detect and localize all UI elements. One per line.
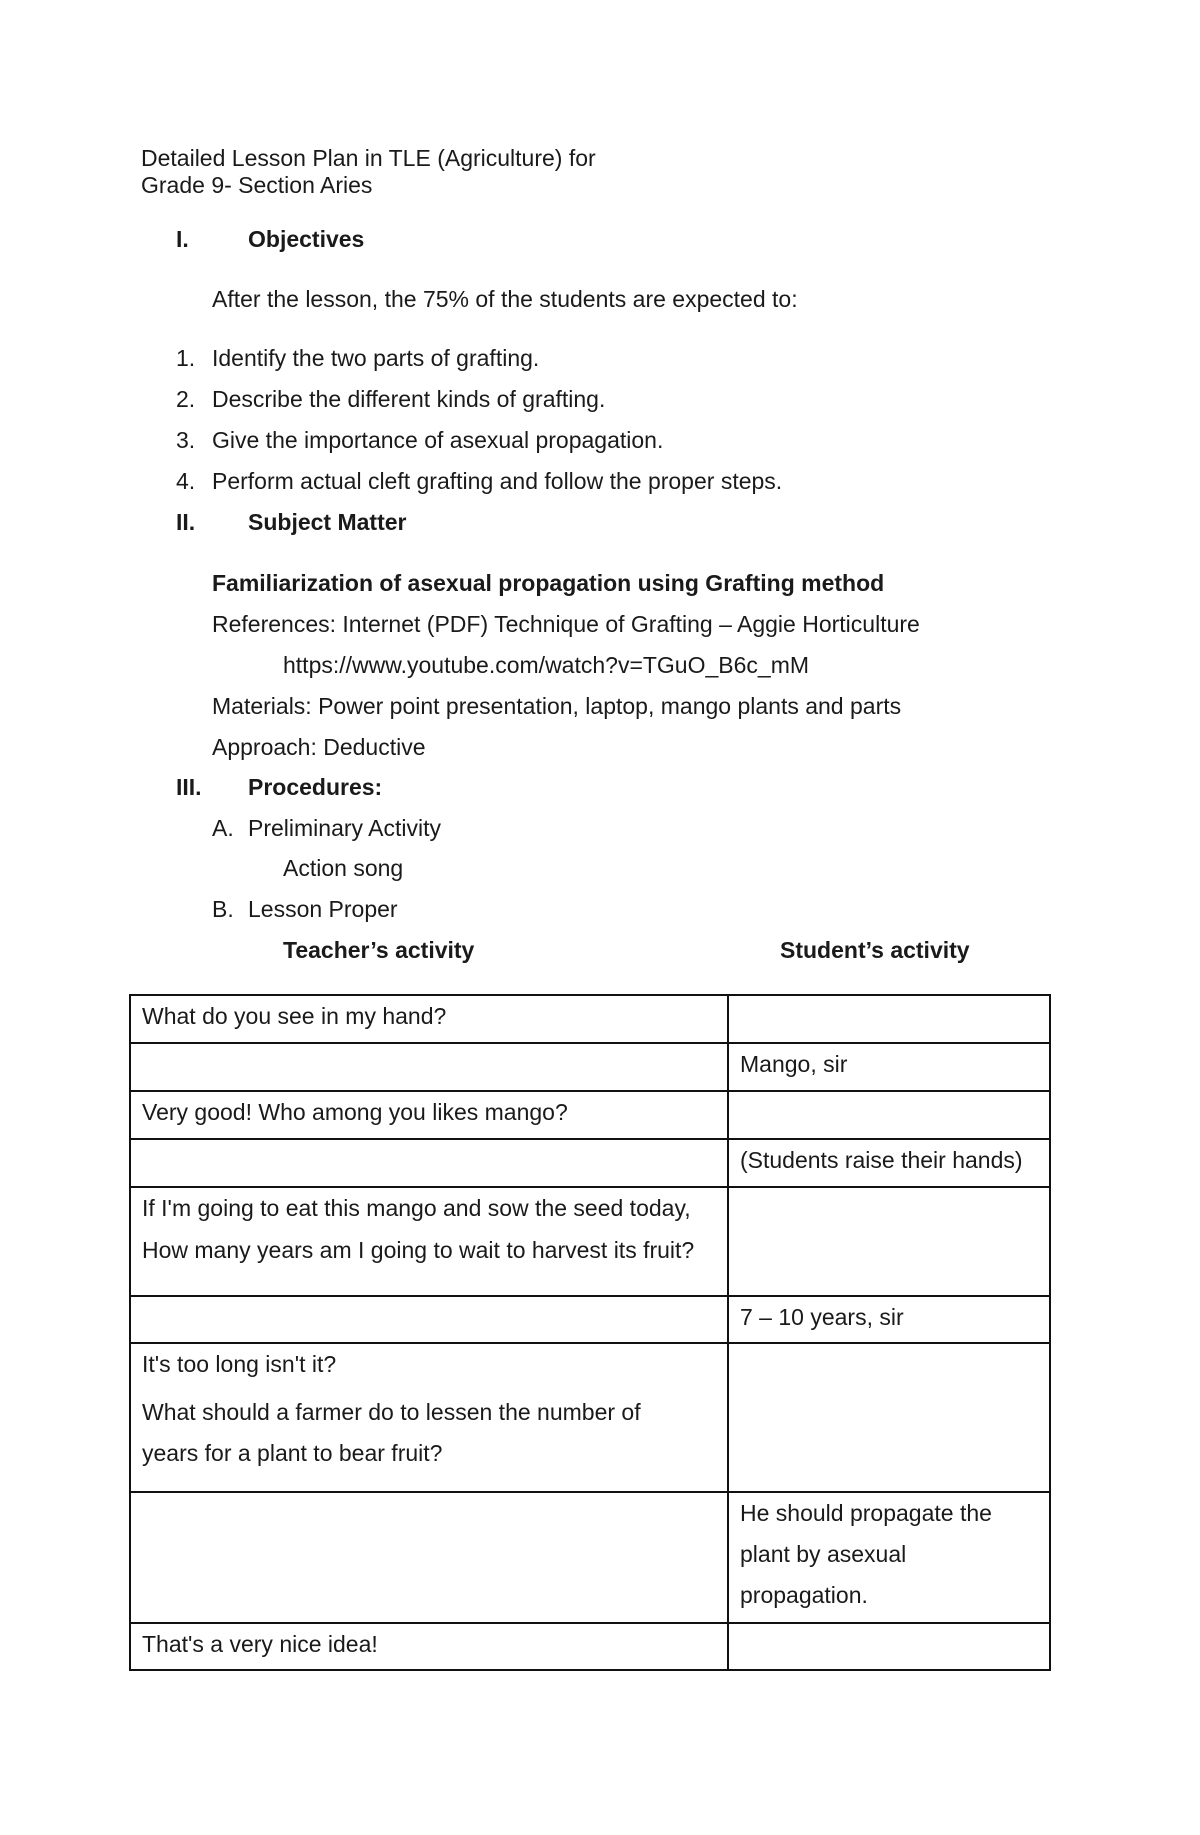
preliminary-activity-detail: Action song [283,855,404,881]
section-heading-subject-matter: Subject Matter [248,509,407,535]
student-cell [728,1091,1050,1139]
student-line: (Students raise their hands) [740,1147,1023,1173]
teacher-line: If I'm going to eat this mango and sow the seed today, [142,1195,691,1221]
teacher-line: Very good! Who among you likes mango? [142,1099,568,1125]
table-row [130,1091,1050,1139]
objective-number: 2. [176,386,196,412]
teacher-activity-header: Teacher’s activity [283,937,475,963]
teacher-cell [130,1139,728,1187]
student-cell [728,995,1050,1043]
table-row [130,1343,1050,1492]
section-heading-objectives: Objectives [248,226,365,252]
student-line: He should propagate the plant by asexual propagation. [740,1500,992,1608]
preliminary-activity-label: Preliminary Activity [248,815,441,841]
table-row [130,995,1050,1043]
procedure-letter-b: B. [212,896,234,922]
teacher-cell [130,1091,728,1139]
teacher-line: It's too long isn't it? [142,1351,337,1377]
section-numeral-subject-matter: II. [176,509,196,535]
table-row [130,1492,1050,1623]
teacher-cell [130,1343,728,1492]
teacher-cell [130,1187,728,1296]
student-cell [728,1343,1050,1492]
objectives-intro: After the lesson, the 75% of the students are expected to: [212,286,798,312]
teacher-line: What do you see in my hand? [142,1003,447,1029]
teacher-cell [130,1492,728,1623]
teacher-cell [130,1623,728,1670]
section-numeral-procedures: III. [176,774,202,800]
section-numeral-objectives: I. [176,226,189,252]
activity-table [129,994,1051,1671]
subject-references: References: Internet (PDF) Technique of Grafting – Aggie Horticulture [212,611,920,637]
student-cell [728,1492,1050,1623]
student-line: 7 – 10 years, sir [740,1304,904,1330]
teacher-line: How many years am I going to wait to harvest its fruit? [142,1237,695,1263]
subject-topic: Familiarization of asexual propagation using Grafting method [212,570,885,596]
doc-title-line1: Detailed Lesson Plan in TLE (Agriculture) for [141,145,596,171]
table-row [130,1623,1050,1670]
procedure-letter-a: A. [212,815,234,841]
teacher-cell [130,1296,728,1343]
teacher-cell [130,1043,728,1091]
objective-item: Give the importance of asexual propagation. [212,427,664,453]
student-activity-header: Student’s activity [780,937,970,963]
student-cell [728,1187,1050,1296]
student-line: Mango, sir [740,1051,848,1077]
table-row [130,1043,1050,1091]
teacher-line: That's a very nice idea! [142,1631,378,1657]
objective-number: 4. [176,468,196,494]
doc-title-line2: Grade 9- Section Aries [141,172,373,198]
reference-url[interactable]: https://www.youtube.com/watch?v=TGuO_B6c_mM [283,652,810,678]
objective-number: 3. [176,427,196,453]
lesson-proper-label: Lesson Proper [248,896,398,922]
objective-item: Identify the two parts of grafting. [212,345,540,371]
table-row [130,1296,1050,1343]
student-cell [728,1296,1050,1343]
student-cell [728,1623,1050,1670]
objective-item: Describe the different kinds of grafting. [212,386,606,412]
teacher-line: What should a farmer do to lessen the number of years for a plant to bear fruit? [142,1399,641,1466]
table-row [130,1139,1050,1187]
subject-approach: Approach: Deductive [212,734,426,760]
objective-item: Perform actual cleft grafting and follow the proper steps. [212,468,783,494]
teacher-cell [130,995,728,1043]
table-row [130,1187,1050,1296]
objective-number: 1. [176,345,196,371]
subject-materials: Materials: Power point presentation, laptop, mango plants and parts [212,693,902,719]
section-heading-procedures: Procedures: [248,774,383,800]
student-cell [728,1139,1050,1187]
student-cell [728,1043,1050,1091]
